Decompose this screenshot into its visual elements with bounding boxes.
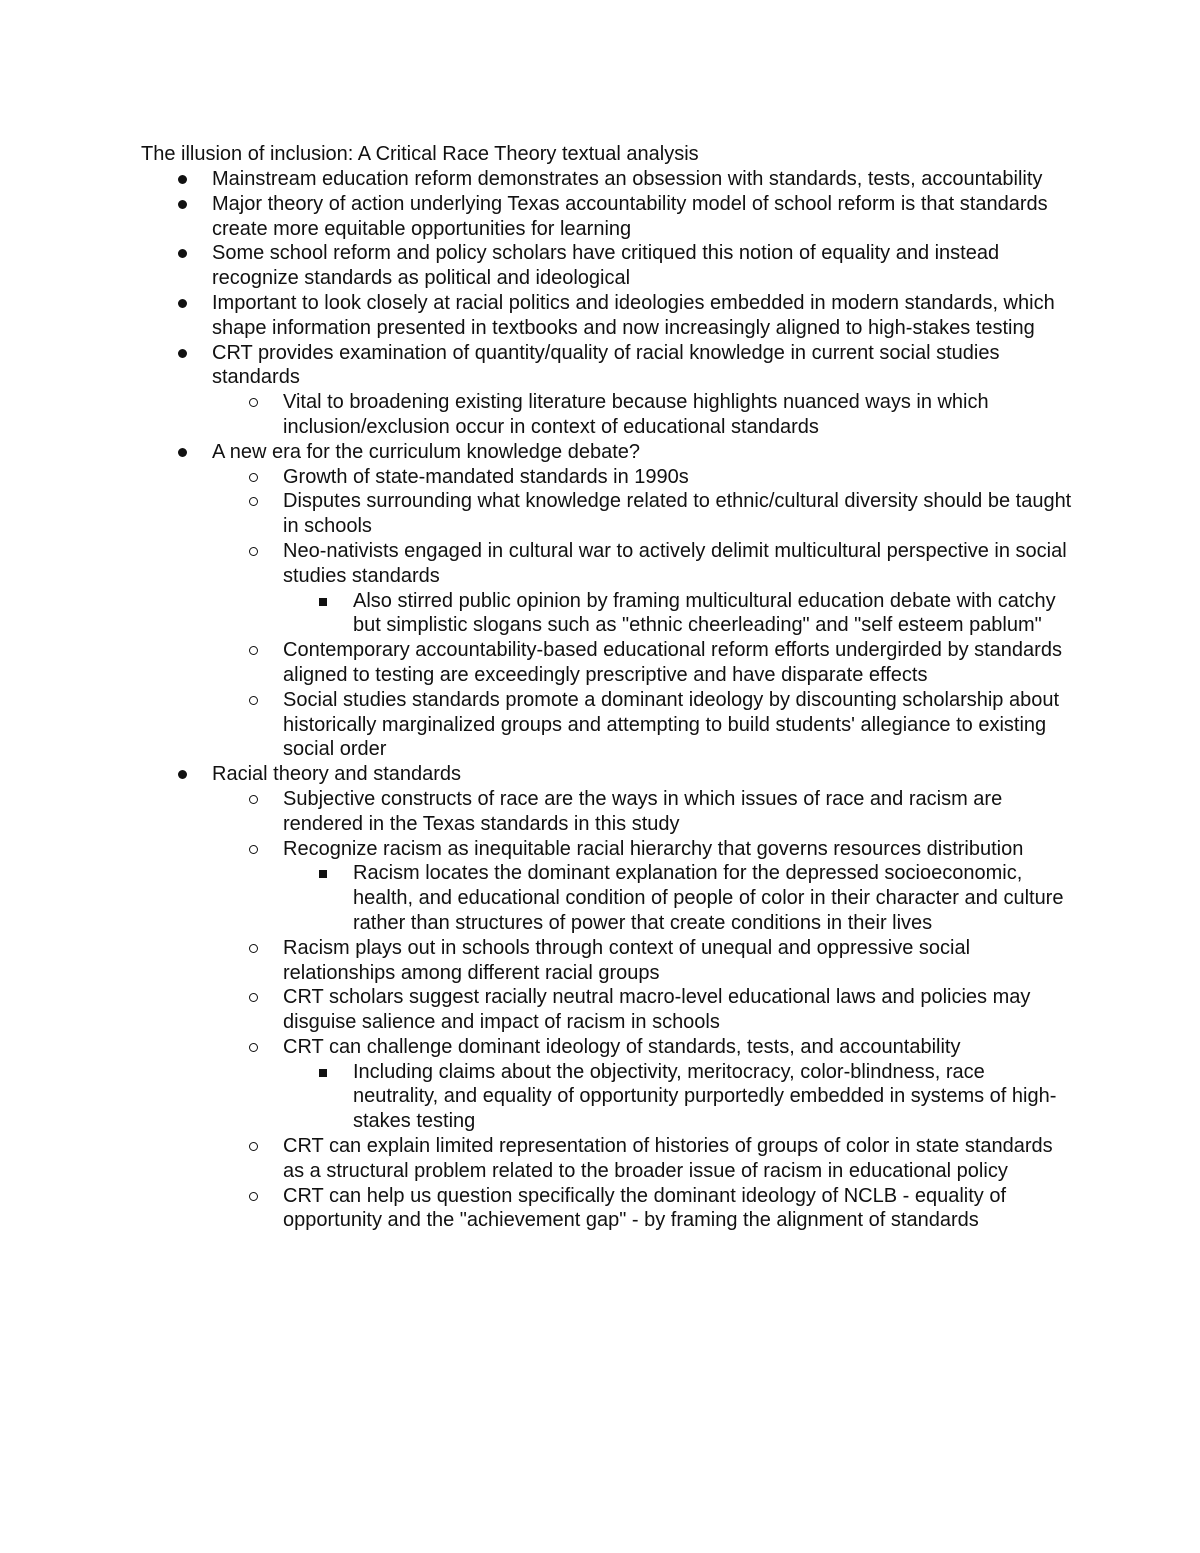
list-item	[0, 1184, 1073, 1234]
list-item-text: CRT provides examination of quantity/quality of racial knowledge in current social studies standards	[212, 341, 1000, 389]
list-item-text: Disputes surrounding what knowledge related to ethnic/cultural diversity should be taught in schools	[283, 490, 1072, 538]
list-item-text: Racism locates the dominant explanation for the depressed socioeconomic, health, and educational condition of people of color in their character and culture rather than structures of power that create conditions in their lives	[353, 862, 1064, 934]
filled-bullet-icon	[178, 175, 187, 184]
list-item-text: Important to look closely at racial politics and ideologies embedded in modern standards, which shape information presented in textbooks and now increasingly aligned to high-stakes testing	[212, 291, 1055, 339]
filled-bullet-icon	[178, 349, 187, 358]
hollow-bullet-icon	[249, 795, 258, 804]
list-item	[0, 589, 1073, 639]
list-item-text: CRT can challenge dominant ideology of standards, tests, and accountability	[283, 1035, 961, 1058]
list-item	[0, 688, 1073, 762]
list-item-text: Vital to broadening existing literature because highlights nuanced ways in which inclusion/exclusion occur in context of educational standards	[283, 391, 989, 438]
hollow-bullet-icon	[249, 1043, 258, 1052]
list-item	[0, 861, 1073, 935]
square-bullet-icon	[319, 1069, 327, 1077]
list-item	[0, 1035, 1073, 1060]
list-item	[0, 1060, 1073, 1134]
list-item	[0, 638, 1073, 688]
list-item-text: Neo-nativists engaged in cultural war to actively delimit multicultural perspective in social studies standards	[283, 539, 1067, 587]
square-bullet-icon	[319, 870, 327, 878]
hollow-bullet-icon	[249, 696, 258, 705]
list-item-text: Social studies standards promote a dominant ideology by discounting scholarship about historically marginalized groups and attempting to build students' allegiance to existing social order	[283, 688, 1060, 761]
list-item	[0, 539, 1073, 589]
list-item-text: CRT can help us question specifically the dominant ideology of NCLB - equality of opportunity and the "achievement gap" - by framing the alignment of standards	[283, 1184, 1006, 1232]
list-item	[0, 440, 1072, 465]
list-item-text: Some school reform and policy scholars have critiqued this notion of equality and instead recognize standards as political and ideological	[212, 242, 1000, 290]
hollow-bullet-icon	[249, 547, 258, 556]
list-item	[0, 241, 1072, 291]
list-item	[0, 341, 1072, 391]
hollow-bullet-icon	[249, 845, 258, 854]
list-item	[0, 1134, 1073, 1184]
hollow-bullet-icon	[249, 944, 258, 953]
list-item-text: Also stirred public opinion by framing multicultural education debate with catchy but simplistic slogans such as "ethnic cheerleading" and "self esteem pablum"	[353, 589, 1056, 637]
list-item	[0, 936, 1073, 986]
list-item	[0, 390, 1073, 440]
list-item	[0, 192, 1072, 242]
list-item-text: Racial theory and standards	[212, 763, 462, 786]
hollow-bullet-icon	[249, 473, 258, 482]
list-item-text: Subjective constructs of race are the ways in which issues of race and racism are rendered in the Texas standards in this study	[283, 787, 1003, 835]
filled-bullet-icon	[178, 299, 187, 308]
list-item	[0, 837, 1073, 862]
list-item-text: Contemporary accountability-based educational reform efforts undergirded by standards aligned to testing are exceedingly prescriptive and have disparate effects	[283, 639, 1062, 686]
hollow-bullet-icon	[249, 646, 258, 655]
list-item-text: Recognize racism as inequitable racial hierarchy that governs resources distribution	[283, 837, 1024, 860]
list-item	[0, 489, 1073, 539]
list-item-text: Including claims about the objectivity, meritocracy, color-blindness, race neutrality, and equality of opportunity purportedly embedded in systems of high-stakes testing	[353, 1060, 1057, 1133]
list-item-text: Major theory of action underlying Texas accountability model of school reform is that standards create more equitable opportunities for learning	[212, 192, 1048, 240]
list-item	[0, 167, 1072, 192]
list-item	[0, 291, 1072, 341]
list-item	[0, 787, 1073, 837]
list-item-text: CRT can explain limited representation of histories of groups of color in state standards as a structural problem related to the broader issue of racism in educational policy	[283, 1135, 1053, 1182]
list-item	[0, 985, 1073, 1035]
hollow-bullet-icon	[249, 497, 258, 506]
hollow-bullet-icon	[249, 1192, 258, 1201]
filled-bullet-icon	[178, 200, 187, 209]
document-title: The illusion of inclusion: A Critical Race Theory textual analysis	[141, 143, 699, 165]
list-item-text: Mainstream education reform demonstrates an obsession with standards, tests, accountability	[212, 168, 1043, 190]
list-item	[0, 465, 1073, 490]
hollow-bullet-icon	[249, 1142, 258, 1151]
list-item-text: Racism plays out in schools through context of unequal and oppressive social relationships among different racial groups	[283, 936, 971, 984]
filled-bullet-icon	[178, 448, 187, 457]
hollow-bullet-icon	[249, 993, 258, 1002]
filled-bullet-icon	[178, 249, 187, 258]
list-item-text: CRT scholars suggest racially neutral macro-level educational laws and policies may disguise salience and impact of racism in schools	[283, 986, 1031, 1034]
list-item-text: A new era for the curriculum knowledge debate?	[212, 440, 641, 463]
outline-list	[0, 167, 1073, 1233]
filled-bullet-icon	[178, 770, 187, 779]
list-item	[0, 762, 1072, 787]
hollow-bullet-icon	[249, 398, 258, 407]
square-bullet-icon	[319, 598, 327, 606]
list-item-text: Growth of state-mandated standards in 1990s	[283, 465, 689, 488]
